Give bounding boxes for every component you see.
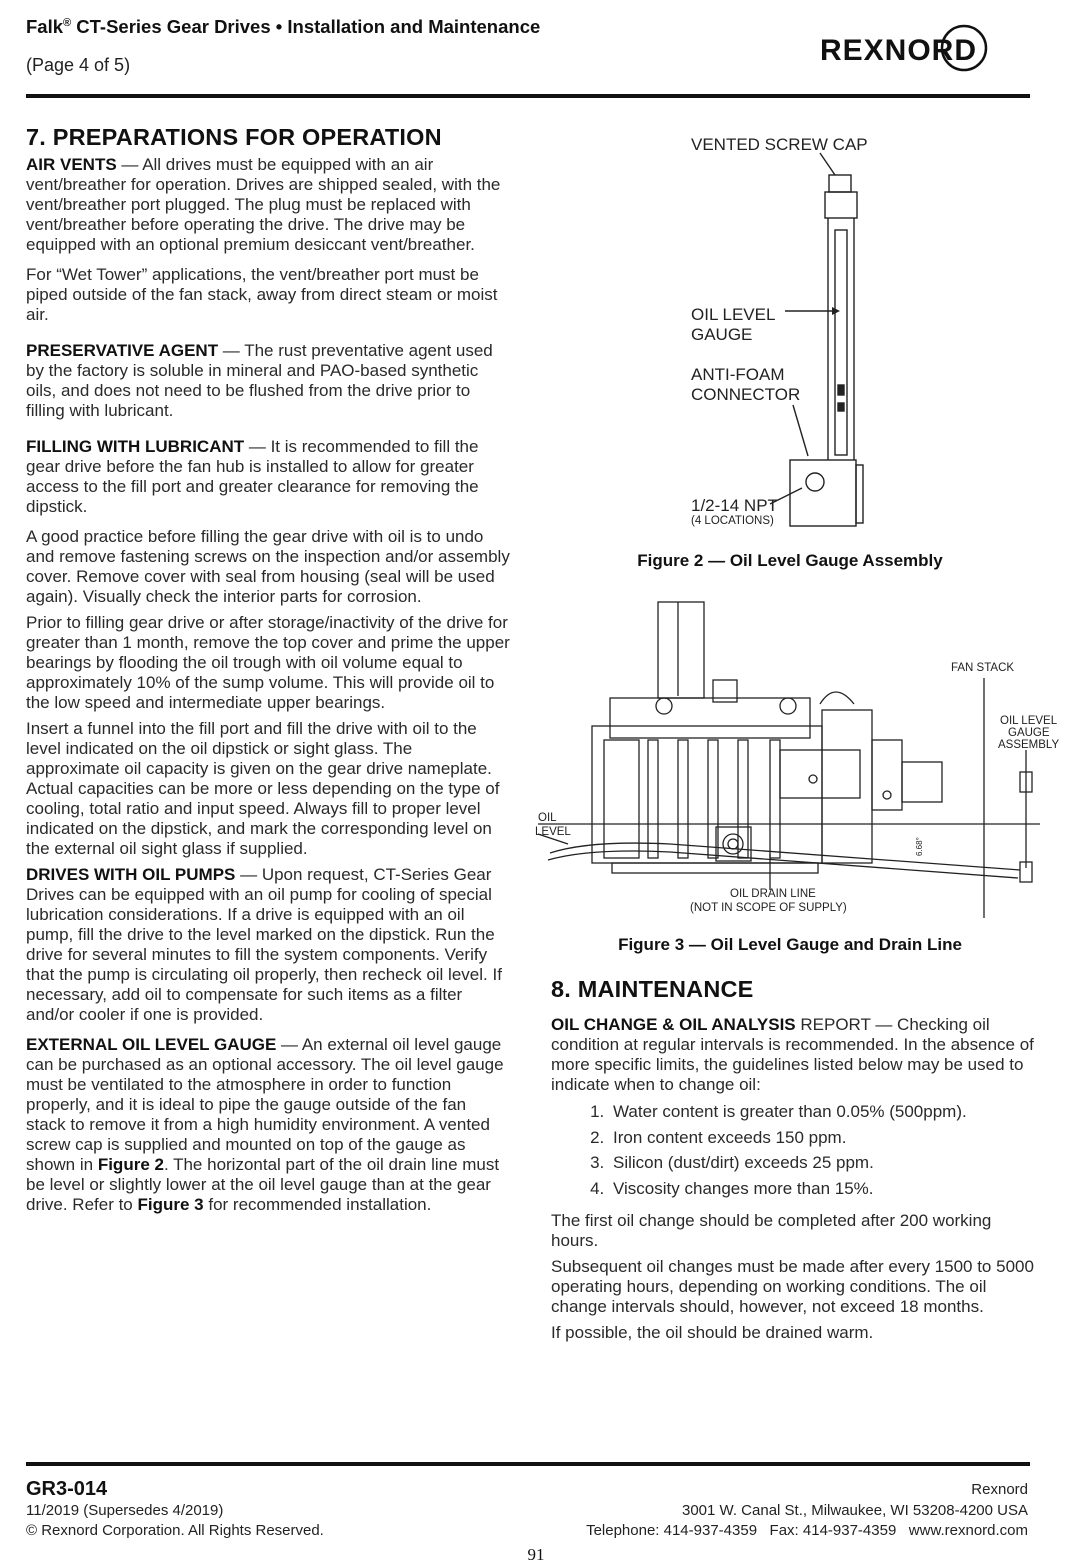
- npt-locations-label: (4 LOCATIONS): [691, 515, 774, 527]
- filling-paragraph: FILLING WITH LUBRICANT — It is recommended to fill the gear drive before the fan hub is installed to allow for greater access to the fill port and greater clearance for removing the dipstick.: [26, 437, 479, 516]
- oil-level-label-2: LEVEL: [535, 826, 571, 838]
- vented-screw-cap-label: VENTED SCREW CAP: [691, 135, 868, 154]
- page-number: 91: [527, 1545, 545, 1564]
- list-item: 4. Viscosity changes more than 15%.: [609, 1176, 1035, 1202]
- preservative-paragraph: PRESERVATIVE AGENT — The rust preventative agent used by the factory is soluble in mineral and PAO-based synthetic oils, and does not need to be flushed from the drive prior to filling with lubricant.: [26, 341, 493, 420]
- gauge-assembly-label-2: GAUGE: [1008, 727, 1050, 739]
- document-date: 11/2019 (Supersedes 4/2019): [26, 1502, 224, 1519]
- air-vents-paragraph: AIR VENTS — All drives must be equipped with an air vent/breather for operation. Drives are shipped sealed, with the vent/breather port plugged. The plug must be replaced with vent/breather before operating the drive. The drive may be equipped with an optional premium desiccant vent/breather.: [26, 155, 501, 254]
- document-title: Falk® CT-Series Gear Drives • Installation and Maintenance: [26, 16, 541, 37]
- list-item: 3. Silicon (dust/dirt) exceeds 25 ppm.: [609, 1150, 1035, 1176]
- drained-warm-paragraph: If possible, the oil should be drained warm.: [551, 1323, 874, 1342]
- npt-label: 1/2-14 NPT: [691, 496, 778, 515]
- section-7: [26, 124, 510, 1225]
- oil-pumps-paragraph: DRIVES WITH OIL PUMPS — Upon request, CT-Series Gear Drives can be equipped with an oil pump for cooling of special lubrication considerations. If a drive is equipped with an oil pump, fill the drive to the level marked on the dipstick. Run the drive for several minutes to fill the system components. Verify that the pump is circulating oil properly, then recheck oil level. If necessary, add oil to compensate for such items as a filter and/or cooler if one is provided.: [26, 865, 502, 1024]
- oil-level-label-1: OIL: [538, 812, 557, 824]
- oil-change-report-paragraph: OIL CHANGE & OIL ANALYSIS REPORT — Checking oil condition at regular intervals is recommended. In the absence of more specific limits, the guidelines listed below may be used to indicate when to change oil:: [551, 1015, 1034, 1094]
- section-8: [551, 976, 1035, 1353]
- good-practice-paragraph: A good practice before filling the gear drive with oil is to undo and remove fastening screws on the inspection and/or assembly cover. Remove cover with seal from housing (seal will be used again). Visually check the interior parts for corrosion.: [26, 527, 510, 606]
- section-7-heading: 7. PREPARATIONS FOR OPERATION: [26, 124, 442, 150]
- gauge-assembly-label-1: OIL LEVEL: [1000, 715, 1058, 727]
- drain-line-label-2: (NOT IN SCOPE OF SUPPLY): [690, 902, 847, 914]
- angle-label: 6.68°: [915, 837, 924, 856]
- oil-level-gauge-label-2: GAUGE: [691, 325, 753, 344]
- rexnord-logo: [818, 24, 1030, 72]
- gauge-assembly-label-3: ASSEMBLY: [998, 739, 1060, 751]
- fan-stack-label: FAN STACK: [951, 662, 1015, 674]
- oil-level-gauge-label-1: OIL LEVEL: [691, 305, 776, 324]
- oil-change-criteria-list: [551, 1099, 1035, 1201]
- figure-3-caption: Figure 3 — Oil Level Gauge and Drain Line: [618, 935, 962, 954]
- logo-text: REXNORD: [820, 34, 978, 67]
- company-address: 3001 W. Canal St., Milwaukee, WI 53208-4200 USA: [681, 1502, 1028, 1519]
- page-indicator: (Page 4 of 5): [26, 55, 131, 75]
- external-gauge-paragraph: EXTERNAL OIL LEVEL GAUGE — An external oil level gauge can be purchased as an optional accessory. The oil level gauge must be ventilated to the atmosphere in order to function properly, and it is ideal to pipe the gauge outside of the fan stack to remove it from a high humidity environment. A vented screw cap is supplied and mounted on top of the gauge as shown in Figure 2. The horizontal part of the oil drain line must be level or slightly lower at the oil level gauge than at the gear drive. Refer to Figure 3 for recommended installation.: [26, 1035, 504, 1214]
- list-item: 1. Water content is greater than 0.05% (500ppm).: [609, 1099, 1035, 1125]
- company-name: Rexnord: [971, 1481, 1028, 1498]
- document-code: GR3-014: [26, 1478, 108, 1500]
- anti-foam-label-2: CONNECTOR: [691, 385, 801, 404]
- figure-2-caption: Figure 2 — Oil Level Gauge Assembly: [637, 551, 943, 570]
- wet-tower-paragraph: For “Wet Tower” applications, the vent/breather port must be piped outside of the fan stack, away from direct steam or moist air.: [26, 265, 498, 324]
- company-contact: Telephone: 414-937-4359 Fax: 414-937-4359 www.rexnord.com: [586, 1522, 1028, 1539]
- copyright: © Rexnord Corporation. All Rights Reserved.: [26, 1522, 324, 1539]
- subsequent-oil-change-paragraph: Subsequent oil changes must be made after every 1500 to 5000 operating hours, depending on working conditions. The oil change intervals should, however, not exceed 18 months.: [551, 1257, 1034, 1316]
- footer-rule: [26, 1462, 1030, 1466]
- section-8-heading: 8. MAINTENANCE: [551, 976, 754, 1002]
- anti-foam-label-1: ANTI-FOAM: [691, 365, 785, 384]
- list-item: 2. Iron content exceeds 150 ppm.: [609, 1125, 1035, 1151]
- funnel-paragraph: Insert a funnel into the fill port and fill the drive with oil to the level indicated on the oil dipstick or sight glass. The approximate oil capacity is given on the gear drive nameplate. Actual capacities can be more or less depending on the type of cooling, total ratio and input speed. Always fill to proper level indicated on the dipstick, and mark the corresponding level on the external oil sight glass if supplied.: [26, 719, 500, 858]
- drain-line-label-1: OIL DRAIN LINE: [730, 888, 816, 900]
- first-oil-change-paragraph: The first oil change should be completed after 200 working hours.: [551, 1211, 992, 1250]
- prior-filling-paragraph: Prior to filling gear drive or after storage/inactivity of the drive for greater than 1 month, remove the top cover and prime the upper bearings by flooding the oil trough with oil volume equal to approximately 10% of the sump volume. This will provide oil to the low speed and intermediate upper bearings.: [26, 613, 510, 712]
- figure-3-diagram: [530, 600, 1070, 920]
- header-rule: [26, 94, 1030, 98]
- figure-2-diagram: [550, 120, 1070, 540]
